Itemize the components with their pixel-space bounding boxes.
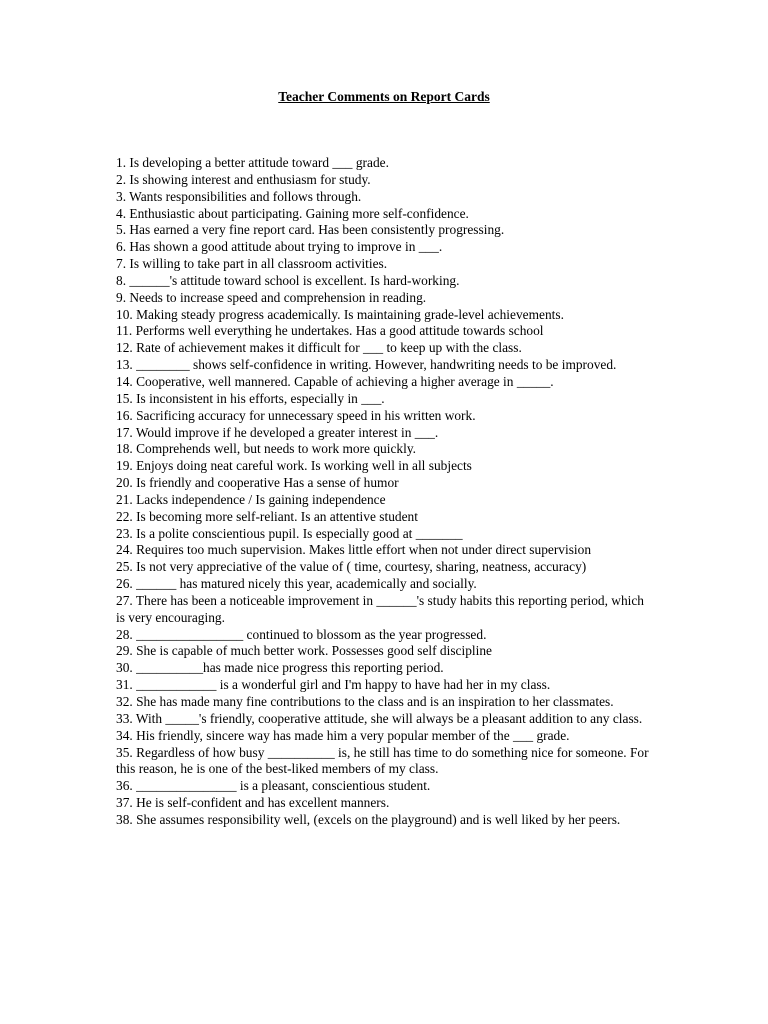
comment-item: 13. ________ shows self-confidence in writing. However, handwriting needs to be improved.: [116, 357, 617, 373]
comment-item: 30. __________has made nice progress this reporting period.: [116, 660, 444, 676]
comment-item: 35. Regardless of how busy __________ is, he still has time to do something nice for someone. For this reason, he is one of the best-liked members of my class.: [116, 744, 649, 777]
comment-item: 27. There has been a noticeable improvement in ______'s study habits this reporting period, which is very encouraging.: [116, 592, 645, 625]
comment-item: 3. Wants responsibilities and follows through.: [116, 188, 362, 204]
comment-item: 12. Rate of achievement makes it difficult for ___ to keep up with the class.: [116, 340, 522, 356]
comment-item: 25. Is not very appreciative of the value of ( time, courtesy, sharing, neatness, accuracy): [116, 559, 587, 575]
comment-item: 1. Is developing a better attitude toward ___ grade.: [116, 155, 389, 170]
comment-item: 38. She assumes responsibility well, (excels on the playground) and is well liked by her peers.: [116, 811, 621, 827]
comment-item: 14. Cooperative, well mannered. Capable of achieving a higher average in _____.: [116, 373, 554, 389]
comment-item: 16. Sacrificing accuracy for unnecessary speed in his written work.: [116, 407, 476, 423]
comment-item: 6. Has shown a good attitude about trying to improve in ___.: [116, 239, 443, 255]
comment-item: 31. ____________ is a wonderful girl and I'm happy to have had her in my class.: [116, 677, 551, 693]
comment-item: 2. Is showing interest and enthusiasm for study.: [116, 171, 371, 187]
comment-item: 34. His friendly, sincere way has made him a very popular member of the ___ grade.: [116, 727, 570, 743]
comment-item: 8. ______'s attitude toward school is excellent. Is hard-working.: [116, 272, 460, 288]
comment-item: 36. _______________ is a pleasant, conscientious student.: [116, 778, 431, 794]
comment-item: 19. Enjoys doing neat careful work. Is working well in all subjects: [116, 458, 472, 474]
comment-item: 15. Is inconsistent in his efforts, especially in ___.: [116, 390, 385, 406]
comment-item: 22. Is becoming more self-reliant. Is an attentive student: [116, 508, 418, 524]
comment-item: 4. Enthusiastic about participating. Gaining more self-confidence.: [116, 205, 469, 221]
comment-item: 17. Would improve if he developed a greater interest in ___.: [116, 424, 439, 440]
page-title: Teacher Comments on Report Cards: [278, 89, 490, 104]
comment-item: 10. Making steady progress academically. Is maintaining grade-level achievements.: [116, 306, 564, 322]
comment-item: 29. She is capable of much better work. Possesses good self discipline: [116, 643, 492, 659]
comment-item: 21. Lacks independence / Is gaining independence: [116, 491, 386, 507]
comment-item: 28. ________________ continued to blossom as the year progressed.: [116, 626, 487, 642]
comment-item: 37. He is self-confident and has excellent manners.: [116, 795, 390, 811]
comment-item: 7. Is willing to take part in all classroom activities.: [116, 256, 388, 272]
comment-item: 18. Comprehends well, but needs to work more quickly.: [116, 441, 416, 457]
comment-item: 20. Is friendly and cooperative Has a sense of humor: [116, 475, 399, 491]
comment-item: 11. Performs well everything he undertakes. Has a good attitude towards school: [116, 323, 544, 339]
comment-item: 26. ______ has matured nicely this year, academically and socially.: [116, 576, 477, 592]
comment-item: 32. She has made many fine contributions to the class and is an inspiration to her classmates.: [116, 694, 614, 709]
comment-item: 33. With _____'s friendly, cooperative attitude, she will always be a pleasant addition to any class.: [116, 710, 643, 726]
comment-item: 5. Has earned a very fine report card. Has been consistently progressing.: [116, 222, 505, 238]
comments-list: [116, 155, 656, 829]
comment-item: 9. Needs to increase speed and comprehension in reading.: [116, 289, 427, 305]
comment-item: 23. Is a polite conscientious pupil. Is especially good at _______: [116, 525, 463, 541]
comment-item: 24. Requires too much supervision. Makes little effort when not under direct supervision: [116, 542, 592, 558]
